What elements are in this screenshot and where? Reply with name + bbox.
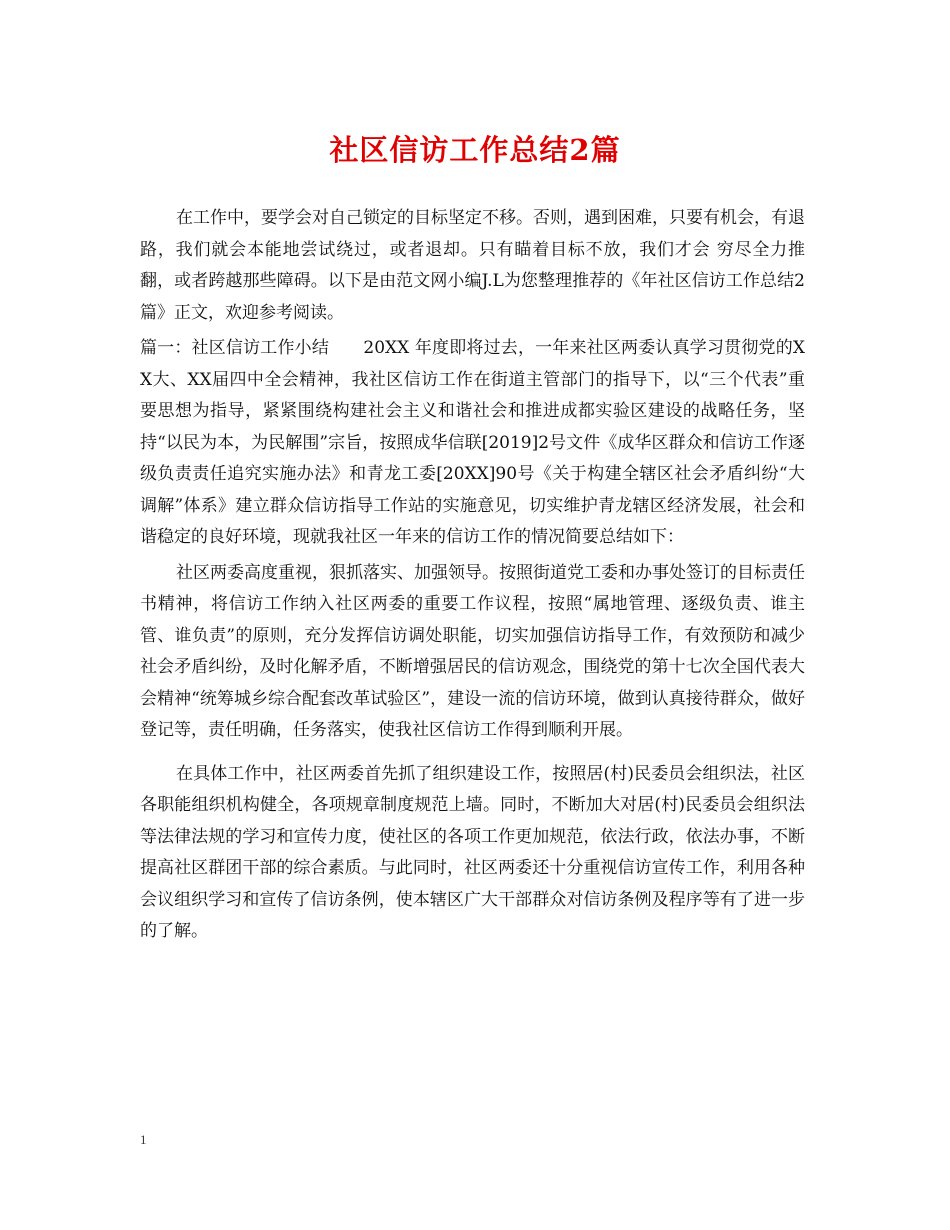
intro-paragraph: 在工作中，要学会对自己锁定的目标坚定不移。否则，遇到困难，只要有机会，有退路，我们就会本能地尝试绕过，或者退却。只有瞄着目标不放，我们才会 穷尽全力推翻，或者跨越那些障碍。以下是由范文网小编J.L为您整理推荐的《年社区信访工作总结2篇》正文，欢迎参考阅读。 <box>140 208 805 323</box>
page-number: 1 <box>140 1132 147 1147</box>
document-title: 社区信访工作总结2篇 <box>329 133 621 167</box>
section-one-paragraph: 篇一：社区信访工作小结 20XX 年度即将过去，一年来社区两委认真学习贯彻党的XX大、XX届四中全会精神，我社区信访工作在街道主管部门的指导下，以“三个代表”重要思想为指导，紧紧围绕构建社会主义和谐社会和推进成都实验区建设的战略任务，坚持“以民为本，为民解围”宗旨，按照成华信联[2019]2号文件《成华区群众和信访工作逐级负责责任追究实施办法》和青龙工委[20XX]90号《关于构建全辖区社会矛盾纠纷“大调解”体系》建立群众信访指导工作站的实施意见，切实维护青龙辖区经济发展，社会和谐稳定的良好环境，现就我社区一年来的信访工作的情况简要总结如下： <box>140 338 805 547</box>
organization-paragraph: 在具体工作中，社区两委首先抓了组织建设工作，按照居(村)民委员会组织法，社区各职能组织机构健全，各项规章制度规范上墙。同时，不断加大对居(村)民委员会组织法等法律法规的学习和宣传力度，使社区的各项工作更加规范，依法行政，依法办事，不断提高社区群团干部的综合素质。与此同时，社区两委还十分重视信访宣传工作，利用各种会议组织学习和宣传了信访条例，使本辖区广大干部群众对信访条例及程序等有了进一步的了解。 <box>140 763 805 941</box>
document-body <box>140 203 805 948</box>
leadership-paragraph: 社区两委高度重视，狠抓落实、加强领导。按照街道党工委和办事处签订的目标责任书精神，将信访工作纳入社区两委的重要工作议程，按照“属地管理、逐级负责、谁主管、谁负责”的原则，充分发挥信访调处职能，切实加强信访指导工作，有效预防和减少社会矛盾纠纷，及时化解矛盾，不断增强居民的信访观念，围绕党的第十七次全国代表大会精神“统筹城乡综合配套改革试验区”，建设一流的信访环境，做到认真接待群众，做好登记等，责任明确，任务落实，使我社区信访工作得到顺利开展。 <box>140 562 805 740</box>
